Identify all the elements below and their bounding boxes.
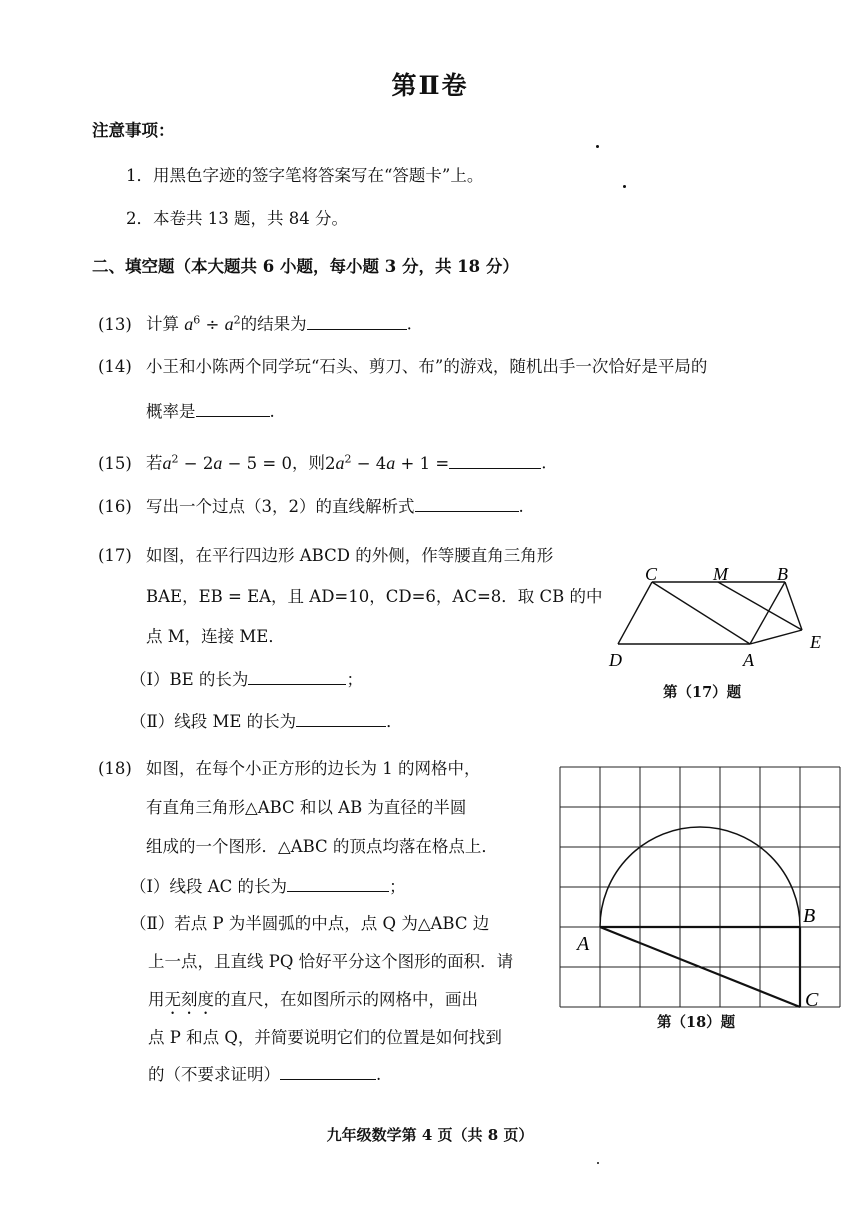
question-18-part2-line5: 的（不要求证明） . xyxy=(148,1065,382,1084)
question-17-line2: BAE，EB = EA，且 AD=10，CD=6，AC=8．取 CB 的中 xyxy=(146,587,603,606)
question-15: (15) 若$a^2 - 2a - 5 = 0$，则$2a^2 - 4a + 1$ = . xyxy=(98,452,547,473)
segment-DC xyxy=(618,582,652,644)
page-footer: 九年级数学第 4 页（共 8 页） xyxy=(326,1126,534,1144)
label-A: A xyxy=(743,650,754,670)
note-item-2: 2．本卷共 13 题，共 84 分。 xyxy=(126,209,348,228)
label-C: C xyxy=(805,989,819,1011)
semicircle-arc xyxy=(600,827,800,927)
question-18-part2-line4: 点 P 和点 Q，并简要说明它们的位置是如何找到 xyxy=(148,1028,502,1047)
question-18-part2-line2: 上一点，且直线 PQ 恰好平分这个图形的面积．请 xyxy=(148,952,514,971)
question-17-part2: （Ⅱ）线段 ME 的长为 ． xyxy=(130,712,403,731)
question-number: (14) xyxy=(98,357,132,376)
question-number: (13) xyxy=(98,314,132,334)
scan-speck xyxy=(597,1162,599,1164)
section-heading: 二、填空题（本大题共 6 小题，每小题 3 分，共 18 分） xyxy=(92,257,519,276)
segment-BE xyxy=(785,582,802,630)
math-expression: $a^6 \div a^2$ xyxy=(184,313,241,334)
question-18-part1: （Ⅰ）线段 AC 的长为 ； xyxy=(130,877,406,896)
label-C: C xyxy=(645,564,658,584)
question-16: (16) 写出一个过点（3，2）的直线解析式 . xyxy=(98,497,524,516)
figure-17-parallelogram xyxy=(600,560,835,675)
figure-18-caption: 第（18）题 xyxy=(657,1014,736,1031)
question-18: (18) 如图，在每个小正方形的边长为 1 的网格中， xyxy=(98,759,481,778)
figure-18-grid xyxy=(545,760,845,1015)
label-D: D xyxy=(609,650,622,670)
answer-blank xyxy=(196,401,270,417)
answer-blank xyxy=(415,496,519,512)
segment-AE xyxy=(750,630,802,644)
answer-blank xyxy=(296,711,386,727)
question-18-part2-line1: （Ⅱ）若点 P 为半圆弧的中点，点 Q 为△ABC 边 xyxy=(130,914,490,933)
question-13: (13) 计算 $a^6 \div a^2$的结果为 . xyxy=(98,313,412,334)
scan-speck xyxy=(596,145,599,148)
question-number: (17) xyxy=(98,546,132,565)
square-grid xyxy=(560,767,840,1007)
question-18-line3: 组成的一个图形．△ABC 的顶点均落在格点上． xyxy=(146,837,498,856)
question-number: (16) xyxy=(98,497,132,516)
figure-17-caption: 第（17）题 xyxy=(663,684,742,701)
note-item-1: 1．用黑色字迹的签字笔将答案写在“答题卡”上。 xyxy=(126,166,484,185)
answer-blank xyxy=(449,453,541,469)
math-expression: $2a^2 - 4a + 1$ = xyxy=(324,452,450,473)
scan-speck xyxy=(623,185,626,188)
label-M: M xyxy=(713,564,728,584)
label-A: A xyxy=(577,933,590,955)
question-number: (18) xyxy=(98,759,132,778)
question-14: (14) 小王和小陈两个同学玩“石头、剪刀、布”的游戏，随机出手一次恰好是平局的 xyxy=(98,357,708,376)
segment-ME xyxy=(718,582,802,630)
question-17-part1: （Ⅰ）BE 的长为 ； xyxy=(130,670,363,689)
notes-heading: 注意事项： xyxy=(92,121,175,140)
label-E: E xyxy=(810,632,821,652)
answer-blank xyxy=(280,1064,376,1080)
segment-BA xyxy=(750,582,785,644)
label-B: B xyxy=(777,564,788,584)
label-B: B xyxy=(803,905,816,927)
emphasized-text: 无刻度 xyxy=(164,990,214,1009)
answer-blank xyxy=(307,314,407,330)
page-title: 第Ⅱ卷 xyxy=(391,71,469,100)
answer-blank xyxy=(248,669,346,685)
question-14-line2: 概率是 . xyxy=(146,402,275,421)
question-number: (15) xyxy=(98,453,132,473)
question-17: (17) 如图，在平行四边形 ABCD 的外侧，作等腰直角三角形 xyxy=(98,546,554,565)
answer-blank xyxy=(287,876,389,892)
question-18-part2-line3: 用无刻度的直尺，在如图所示的网格中，画出 xyxy=(148,990,478,1009)
math-equation: $a^2 - 2a - 5 = 0$ xyxy=(162,452,292,473)
question-17-line3: 点 M，连接 ME． xyxy=(146,627,285,646)
question-18-line2: 有直角三角形△ABC 和以 AB 为直径的半圆 xyxy=(146,798,467,817)
